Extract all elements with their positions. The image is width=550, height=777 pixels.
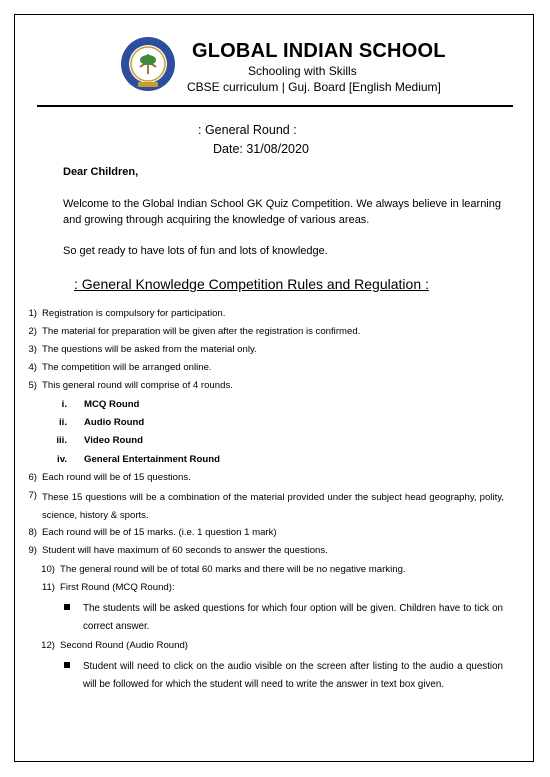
curriculum-line: CBSE curriculum | Guj. Board [English Medium] — [187, 80, 441, 94]
date-line: Date: 31/08/2020 — [213, 142, 309, 156]
square-bullet-icon — [64, 604, 70, 610]
intro-paragraph: Welcome to the Global Indian School GK Quiz Competition. We always believe in learning and growing through acquiring the knowledge of various areas. — [63, 198, 501, 226]
header-divider — [37, 105, 513, 107]
rules-heading: : General Knowledge Competition Rules and Regulation : — [74, 276, 429, 292]
school-tagline: Schooling with Skills — [248, 64, 357, 78]
greeting: Dear Children, — [63, 166, 139, 178]
first-round-description: The students will be asked questions for which four option will be given. Children have to tick on correct answer. — [83, 603, 503, 632]
second-round-description: Student will need to click on the audio visible on the screen after listing to the audio a question will be followed for which the student will need to write the answer in text box given. — [83, 661, 503, 690]
school-name: GLOBAL INDIAN SCHOOL — [192, 40, 446, 62]
square-bullet-icon — [64, 662, 70, 668]
school-emblem-icon — [120, 36, 176, 92]
intro-paragraph: So get ready to have lots of fun and lots of knowledge. — [63, 245, 328, 257]
round-title: : General Round : — [198, 123, 297, 137]
